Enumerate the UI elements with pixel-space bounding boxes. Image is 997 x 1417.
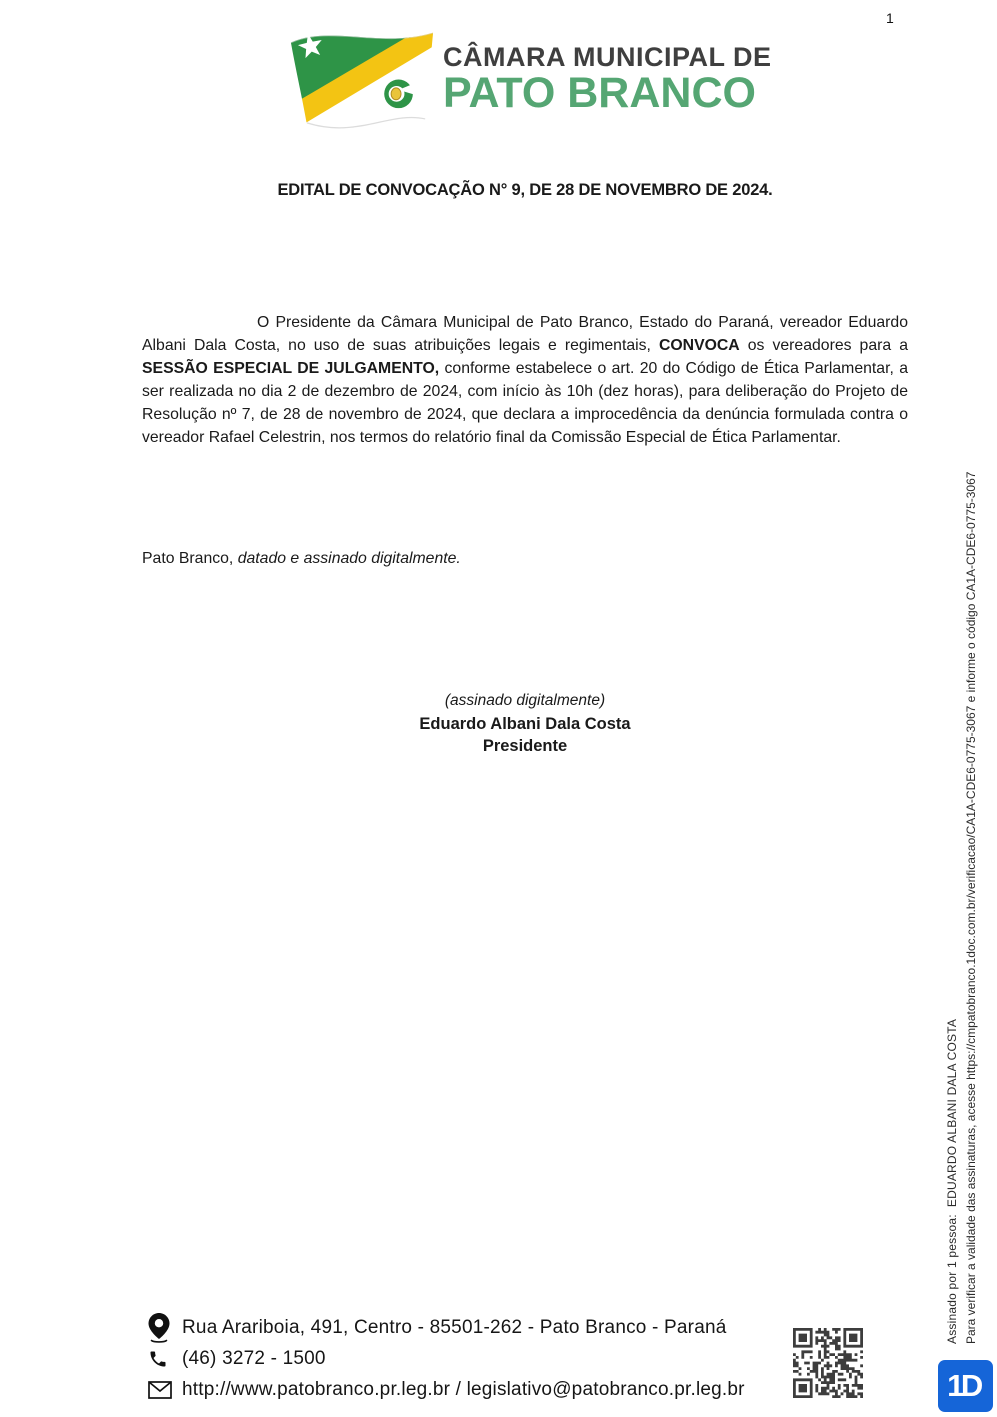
page-number: 1 bbox=[886, 10, 894, 26]
footer-contact-block bbox=[148, 1314, 788, 1404]
signer-name: Eduardo Albani Dala Costa bbox=[419, 714, 631, 733]
location-pin-icon bbox=[148, 1313, 174, 1344]
document-title: EDITAL DE CONVOCAÇÃO N° 9, DE 28 DE NOVEMBRO DE 2024. bbox=[277, 181, 773, 199]
footer-website-email: http://www.patobranco.pr.leg.br / legislativo@patobranco.pr.leg.br bbox=[182, 1379, 745, 1400]
org-name-line1: CÂMARA MUNICIPAL DE bbox=[443, 42, 772, 72]
footer-phone: (46) 3272 - 1500 bbox=[182, 1348, 326, 1369]
footer-address-row bbox=[148, 1314, 788, 1342]
footer-phone-row bbox=[148, 1345, 788, 1373]
onedoc-logo-glyph: 1D bbox=[947, 1368, 980, 1403]
footer-address: Rua Arariboia, 491, Centro - 85501-262 - Pato Branco - Paraná bbox=[182, 1317, 727, 1338]
onedoc-logo bbox=[938, 1360, 993, 1412]
qr-code bbox=[793, 1328, 863, 1398]
sidebar-verification-text: Para verificar a validade das assinaturas, acesse https://cmpatobranco.1doc.com.br/verificacao/CA1A-CDE6-0775-3067 e informe o código CA1A-CDE6-0775-3067 bbox=[964, 471, 978, 1344]
org-name bbox=[443, 42, 773, 117]
envelope-icon bbox=[148, 1381, 174, 1399]
signature-block bbox=[142, 690, 908, 758]
signer-role: Presidente bbox=[482, 737, 568, 755]
dateline: Pato Branco, datado e assinado digitalmente. bbox=[142, 550, 461, 567]
signature-note: (assinado digitalmente) bbox=[444, 692, 606, 709]
pato-branco-flag-logo bbox=[283, 26, 441, 138]
sidebar-signed-by-text: Assinado por 1 pessoa: EDUARDO ALBANI DALA COSTA bbox=[945, 1018, 959, 1344]
org-name-line2: PATO BRANCO bbox=[443, 69, 756, 117]
phone-icon bbox=[148, 1349, 174, 1369]
footer-web-row bbox=[148, 1376, 788, 1404]
body-paragraph: O Presidente da Câmara Municipal de Pato Branco, Estado do Paraná, vereador Eduardo Albani Dala Costa, no uso de suas atribuições legais e regimentais, CONVOCA os vereadores para a SESSÃO ESPECIAL DE JULGAMENTO, conforme estabelece o art. 20 do Código de Ética Parlamentar, a ser realizada no dia 2 de dezembro de 2024, com início às 10h (dez horas), para deliberação do Projeto de Resolução nº 7, de 28 de novembro de 2024, que declara a improcedência da denúncia formulada contra o vereador Rafael Celestrin, nos termos do relatório final da Comissão Especial de Ética Parlamentar. bbox=[142, 314, 908, 446]
